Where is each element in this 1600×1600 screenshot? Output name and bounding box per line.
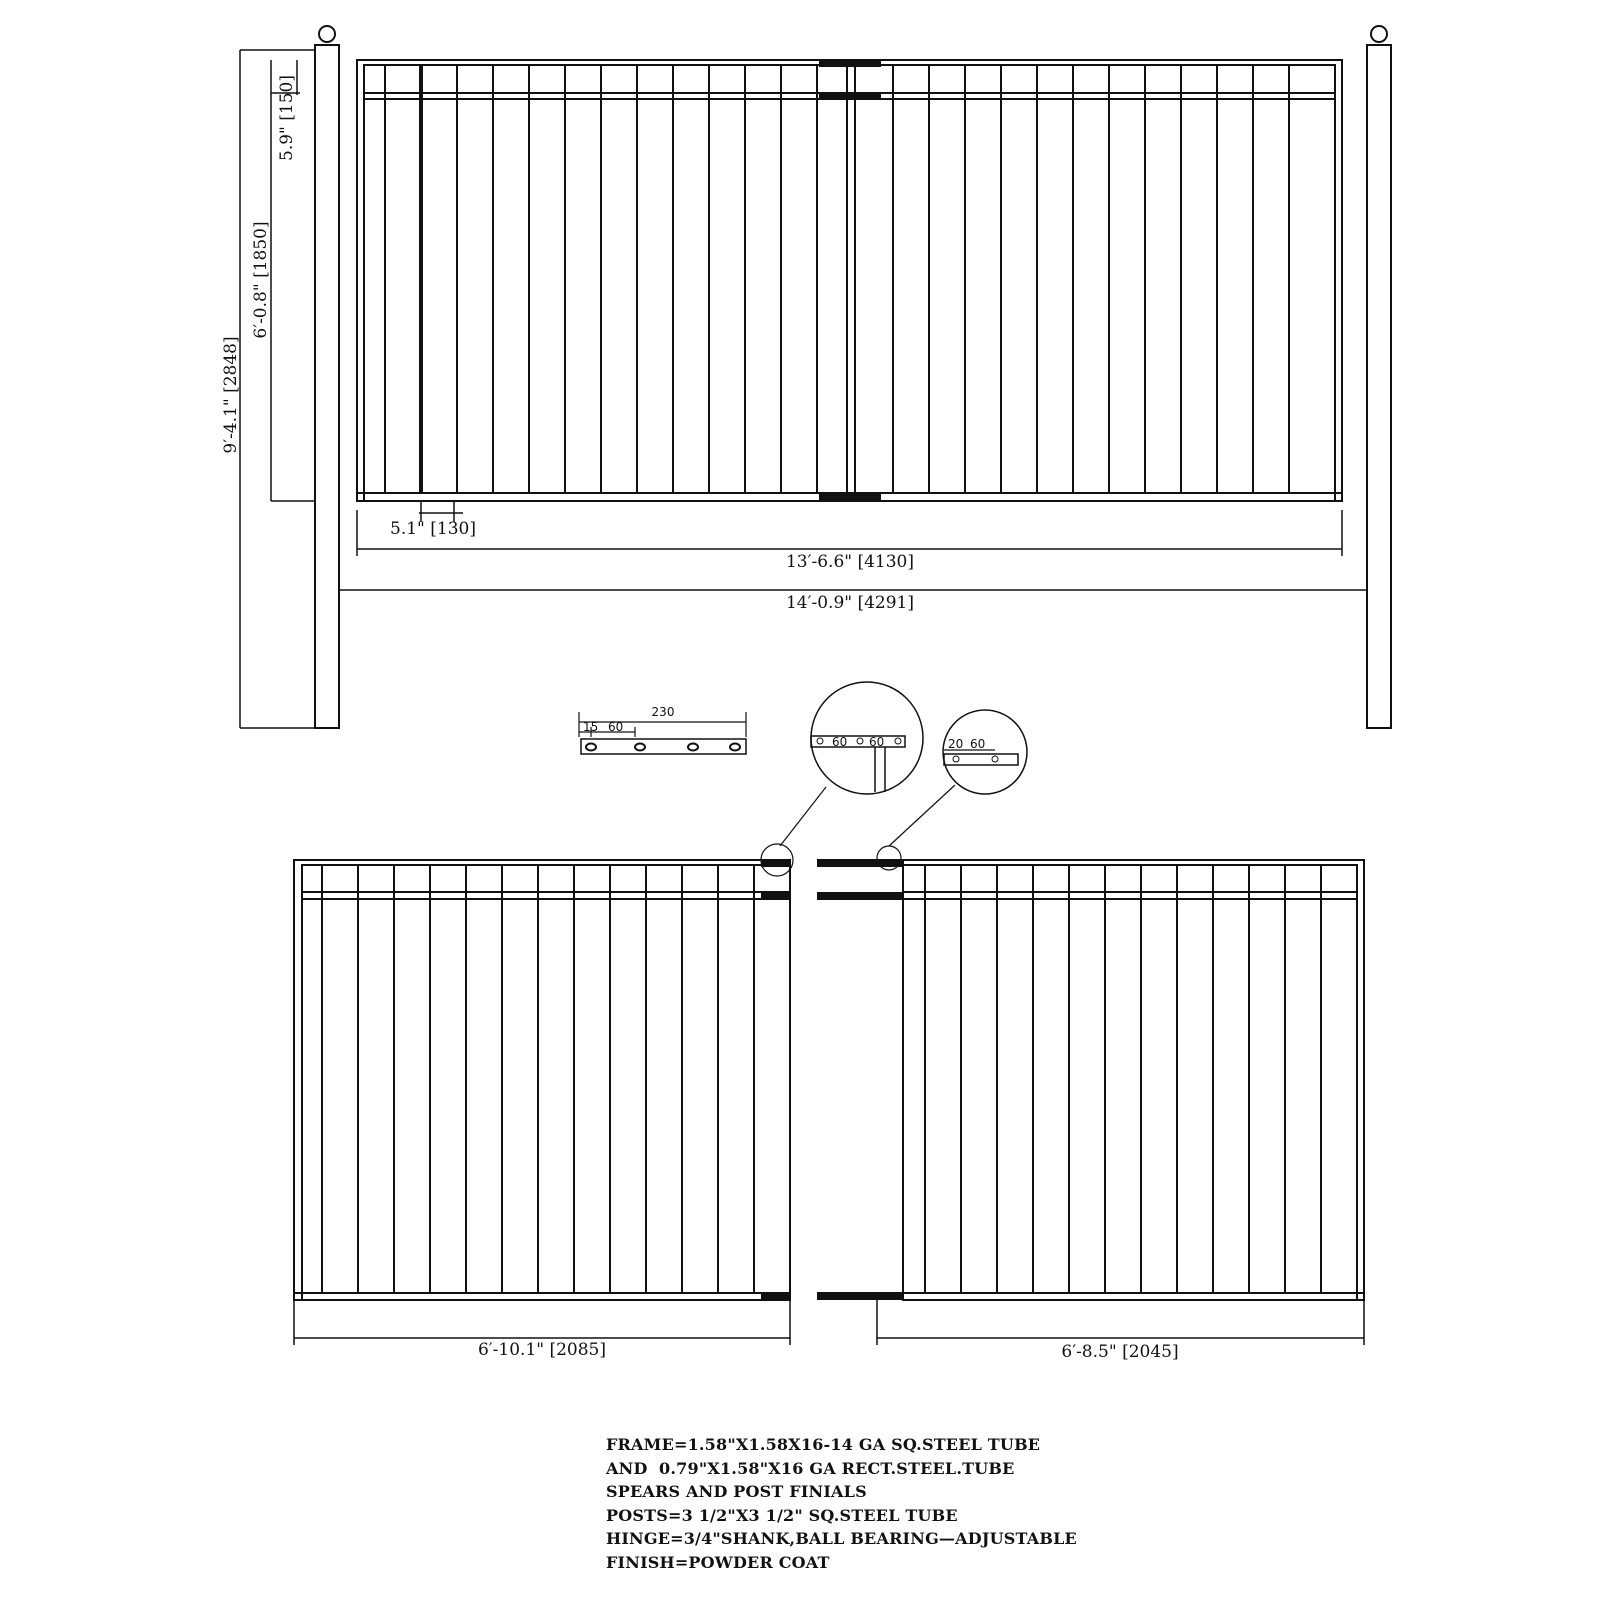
dim-gate-width-text: 13′-6.6" [4130] (785, 552, 915, 572)
plate-hole (688, 744, 698, 751)
note-spears: SPEARS AND POST FINIALS (606, 1482, 867, 1501)
top-gate-frame (357, 60, 1342, 501)
left-leaf-inner (302, 865, 790, 1300)
plate-hole (730, 744, 740, 751)
detail-left-rail (811, 736, 905, 747)
detail-right-edge: 20 (948, 737, 964, 751)
specification-notes (606, 1433, 1226, 1574)
note-finish: FINISH=POWDER COAT (606, 1552, 830, 1572)
hinge-plate-holes (586, 744, 740, 751)
detail-circle-left (811, 682, 923, 794)
dim-gate-height-text: 6′-0.8" [1850] (251, 221, 271, 339)
right-post (1367, 45, 1391, 728)
detail-left-spacing-a: 60 (832, 735, 848, 749)
plate-spacing-label: 60 (608, 720, 624, 734)
plate-edge-label: 15 (583, 720, 599, 734)
right-post-finial (1371, 26, 1387, 42)
plate-hole (635, 744, 645, 751)
dim-left-leaf-text: 6′-10.1" [2085] (477, 1340, 607, 1360)
dim-bottom-gap-text: 5.1" [130] (390, 519, 476, 539)
right-leaf-inner (903, 865, 1357, 1300)
plate-hole (586, 744, 596, 751)
left-post (315, 45, 339, 728)
top-gate-pickets (385, 65, 1289, 493)
dim-post-width-text: 14′-0.9" [4291] (785, 593, 915, 613)
leader-line-left (780, 787, 826, 846)
right-leaf-pickets (925, 865, 1321, 1293)
note-frame: FRAME=1.58"X1.58X16-14 GA SQ.STEEL TUBE (606, 1435, 1041, 1454)
note-frame-rect: AND 0.79"X1.58"X16 GA RECT.STEEL.TUBE (606, 1458, 1015, 1478)
detail-circle-right (943, 710, 1027, 794)
left-leaf-pickets (322, 865, 754, 1293)
right-leaf-frame (903, 860, 1364, 1300)
hinge-plate (581, 739, 746, 754)
note-hinge: HINGE=3/4"SHANK,BALL BEARING—ADJUSTABLE (606, 1529, 1077, 1548)
detail-right-spacing: 60 (970, 737, 986, 751)
bottom-hinges (762, 860, 903, 1299)
detail-left-spacing-b: 60 (869, 735, 885, 749)
top-gate-inner-frame (364, 65, 1335, 501)
plate-length-label: 230 (651, 705, 675, 719)
dim-top-rail-text: 5.9" [150] (277, 75, 297, 161)
leader-line-right (889, 785, 955, 846)
dim-right-leaf-text: 6′-8.5" [2045] (1061, 1342, 1179, 1362)
left-leaf-frame (294, 860, 790, 1300)
left-post-finial (319, 26, 335, 42)
top-gate-hinges (820, 60, 880, 499)
note-posts: POSTS=3 1/2"X3 1/2" SQ.STEEL TUBE (606, 1505, 958, 1525)
dim-overall-height-text: 9′-4.1" [2848] (221, 336, 241, 454)
